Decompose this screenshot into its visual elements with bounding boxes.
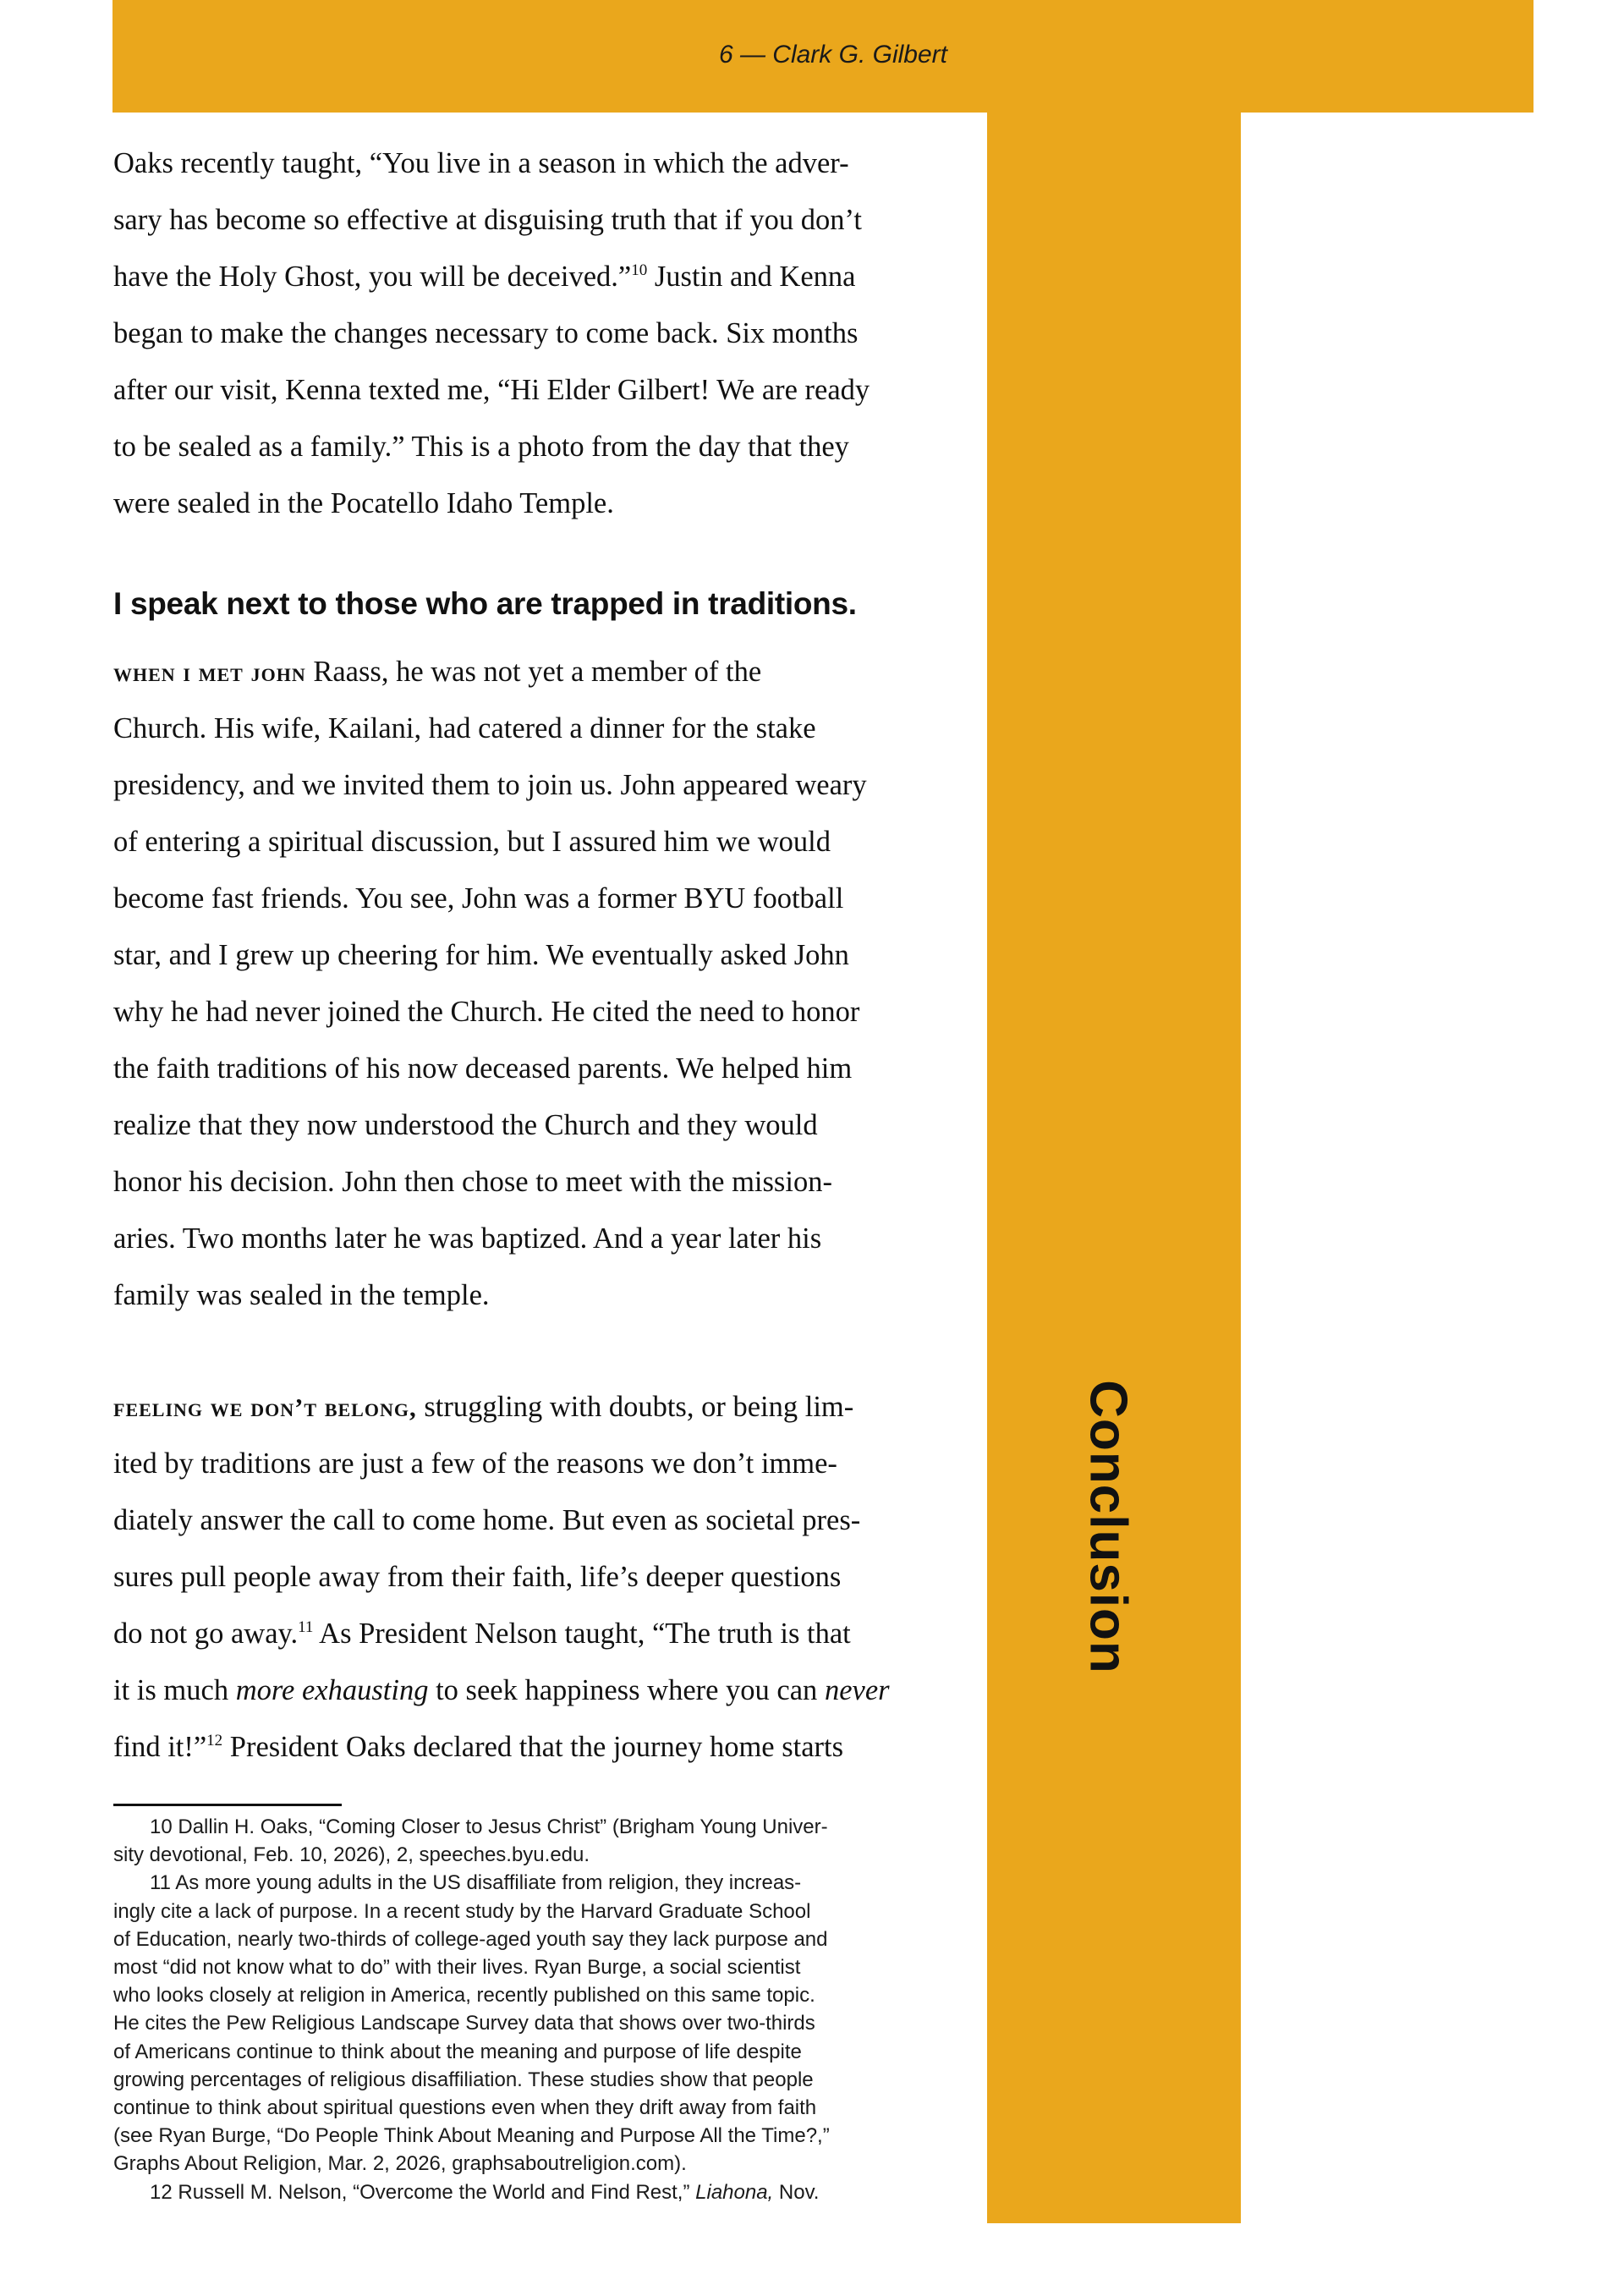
text-run: As President Nelson taught, “The truth is that bbox=[313, 1618, 851, 1650]
footnote-10 bbox=[113, 1813, 946, 1869]
emphasis: Liahona, bbox=[695, 2180, 774, 2204]
text-line: sures pull people away from their faith, life’s deeper questions bbox=[113, 1561, 842, 1593]
footnote-line: He cites the Pew Religious Landscape Survey data that shows over two-thirds bbox=[113, 2012, 815, 2035]
footnote-line bbox=[113, 2178, 946, 2206]
lead-in: feeling we don’t belong, bbox=[113, 1392, 417, 1422]
text-run: it is much bbox=[113, 1674, 236, 1706]
text-line: honor his decision. John then chose to meet with the mission- bbox=[113, 1166, 832, 1198]
body-paragraph-1 bbox=[113, 135, 946, 532]
text-line: began to make the changes necessary to come back. Six months bbox=[113, 317, 859, 349]
text-line: star, and I grew up cheering for him. We eventually asked John bbox=[113, 939, 849, 971]
text-run: Justin and Kenna bbox=[647, 261, 856, 293]
text-run: do not go away. bbox=[113, 1618, 299, 1650]
text-line bbox=[113, 1662, 946, 1719]
section-heading: I speak next to those who are trapped in traditions. bbox=[113, 586, 857, 621]
footnote-line: who looks closely at religion in America, recently published on this same topic. bbox=[113, 1984, 815, 2008]
text-line: after our visit, Kenna texted me, “Hi Elder Gilbert! We are ready bbox=[113, 374, 870, 406]
body-paragraph-2 bbox=[113, 644, 946, 1324]
emphasis: more exhausting bbox=[235, 1674, 429, 1706]
footnote-line: of Education, nearly two-thirds of college-aged youth say they lack purpose and bbox=[113, 1927, 828, 1951]
text-line: family was sealed in the temple. bbox=[113, 1279, 490, 1311]
text-run: struggling with doubts, or being lim- bbox=[416, 1391, 854, 1423]
text-run: find it!” bbox=[113, 1731, 207, 1763]
text-run: to seek happiness where you can bbox=[428, 1674, 825, 1706]
emphasis: never bbox=[824, 1674, 890, 1706]
text-line: sary has become so effective at disguising truth that if you don’t bbox=[113, 204, 862, 236]
text-line bbox=[113, 1719, 946, 1776]
text-run: Nov. bbox=[773, 2180, 820, 2204]
text-line: were sealed in the Pocatello Idaho Temple. bbox=[113, 487, 614, 519]
text-run: have the Holy Ghost, you will be deceived.” bbox=[113, 261, 632, 293]
text-line: ited by traditions are just a few of the reasons we don’t imme- bbox=[113, 1447, 837, 1480]
footnote-12 bbox=[113, 2178, 946, 2206]
running-head: 6 — Clark G. Gilbert bbox=[718, 41, 947, 69]
text-line: realize that they now understood the Church and they would bbox=[113, 1109, 818, 1141]
text-line bbox=[113, 644, 946, 700]
footnotes bbox=[113, 1813, 946, 2206]
footnote-line: (see Ryan Burge, “Do People Think About Meaning and Purpose All the Time?,” bbox=[113, 2124, 830, 2148]
text-line: become fast friends. You see, John was a former BYU football bbox=[113, 882, 844, 915]
text-line: the faith traditions of his now deceased parents. We helped him bbox=[113, 1052, 853, 1085]
body-paragraph-3 bbox=[113, 1379, 946, 1776]
text-run: Raass, he was not yet a member of the bbox=[305, 656, 762, 688]
footnote-line: growing percentages of religious disaffiliation. These studies show that people bbox=[113, 2068, 814, 2091]
text-line bbox=[113, 1606, 946, 1662]
lead-in: when i met john bbox=[113, 657, 306, 687]
text-line: of entering a spiritual discussion, but I assured him we would bbox=[113, 826, 831, 858]
text-run: President Oaks declared that the journey home starts bbox=[222, 1731, 844, 1763]
footnote-line: ingly cite a lack of purpose. In a recent study by the Harvard Graduate School bbox=[113, 1899, 811, 1923]
footnote-ref-10[interactable]: 10 bbox=[631, 261, 648, 279]
text-line bbox=[113, 1379, 946, 1436]
text-run: 12 Russell M. Nelson, “Overcome the World and Find Rest,” bbox=[150, 2180, 696, 2204]
text-line: Oaks recently taught, “You live in a season in which the adver- bbox=[113, 147, 849, 179]
text-line: presidency, and we invited them to join us. John appeared weary bbox=[113, 769, 867, 801]
text-line: aries. Two months later he was baptized. And a year later his bbox=[113, 1222, 822, 1255]
text-line bbox=[113, 249, 946, 305]
footnote-line: sity devotional, Feb. 10, 2026), 2, speeches.byu.edu. bbox=[113, 1843, 590, 1867]
footnote-line: continue to think about spiritual questions even when they drift away from faith bbox=[113, 2096, 817, 2120]
footnote-line: 11 As more young adults in the US disaffiliate from religion, they increas- bbox=[150, 1871, 802, 1895]
footnote-line: 10 Dallin H. Oaks, “Coming Closer to Jesus Christ” (Brigham Young Univer- bbox=[150, 1815, 828, 1838]
side-bar bbox=[987, 113, 1241, 2223]
footnote-divider bbox=[113, 1804, 342, 1806]
footnote-ref-12[interactable]: 12 bbox=[206, 1732, 223, 1749]
footnote-line: Graphs About Religion, Mar. 2, 2026, graphsaboutreligion.com). bbox=[113, 2152, 687, 2176]
section-label: Conclusion bbox=[1078, 1380, 1138, 1674]
text-line: why he had never joined the Church. He cited the need to honor bbox=[113, 996, 860, 1028]
text-line: Church. His wife, Kailani, had catered a dinner for the stake bbox=[113, 712, 816, 744]
text-line: to be sealed as a family.” This is a photo from the day that they bbox=[113, 431, 849, 463]
footnote-11 bbox=[113, 1869, 946, 2178]
footnote-line: of Americans continue to think about the meaning and purpose of life despite bbox=[113, 2040, 802, 2063]
footnote-line: most “did not know what to do” with their lives. Ryan Burge, a social scientist bbox=[113, 1956, 801, 1980]
footnote-ref-11[interactable]: 11 bbox=[298, 1618, 314, 1636]
text-line: diately answer the call to come home. But even as societal pres- bbox=[113, 1504, 861, 1536]
